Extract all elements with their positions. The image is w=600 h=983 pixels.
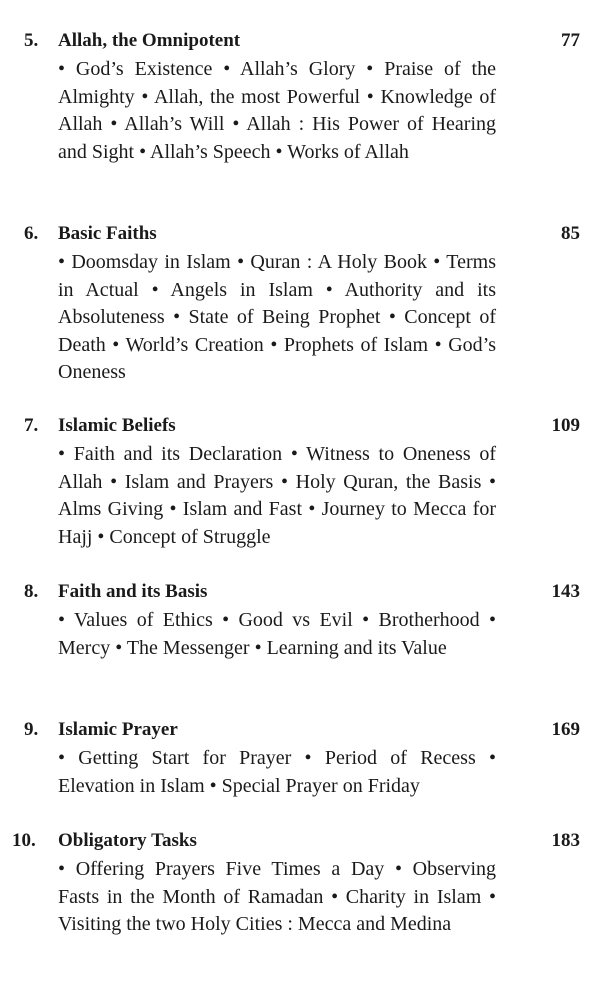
chapter-number: 8. (24, 581, 39, 602)
chapter-title: Allah, the Omnipotent (58, 30, 241, 51)
page-number: 183 (551, 830, 580, 851)
chapter-topics: • God’s Existence • Allah’s Glory • Praise of the Almighty • Allah, the most Powerful • Knowledge of Allah • Allah’s Will • Allah : His Power of Hearing and Sight • Allah’s Speech • Works of Allah (58, 58, 496, 163)
chapter-topics: • Faith and its Declaration • Witness to Oneness of Allah • Islam and Prayers • Holy Quran, the Basis • Alms Giving • Islam and Fast • Journey to Mecca for Hajj • Concept of Struggle (58, 443, 496, 548)
chapter-topics: • Offering Prayers Five Times a Day • Observing Fasts in the Month of Ramadan • Charity in Islam • Visiting the two Holy Cities : Mecca and Medina (58, 858, 496, 936)
page-number: 143 (551, 581, 580, 602)
page-number: 169 (551, 719, 580, 740)
chapter-topics: • Doomsday in Islam • Quran : A Holy Book • Terms in Actual • Angels in Islam • Authority and its Absoluteness • State of Being Prophet • Concept of Death • World’s Creation • Prophets of Islam • God’s Oneness (58, 251, 496, 384)
page-number: 109 (551, 415, 580, 436)
chapter-topics: • Getting Start for Prayer • Period of Recess • Elevation in Islam • Special Prayer on Friday (58, 747, 496, 797)
chapter-topics: • Values of Ethics • Good vs Evil • Brotherhood • Mercy • The Messenger • Learning and its Value (58, 609, 496, 659)
chapter-number: 6. (24, 223, 39, 244)
chapter-title: Islamic Beliefs (58, 415, 176, 436)
page-number: 77 (561, 30, 580, 51)
page-number: 85 (561, 223, 580, 244)
chapter-title: Islamic Prayer (58, 719, 178, 740)
chapter-title: Faith and its Basis (58, 581, 208, 602)
chapter-number: 5. (24, 30, 39, 51)
chapter-title: Obligatory Tasks (58, 830, 197, 851)
chapter-number: 7. (24, 415, 39, 436)
chapter-number: 9. (24, 719, 39, 740)
chapter-number: 10. (12, 830, 36, 851)
chapter-title: Basic Faiths (58, 223, 157, 244)
